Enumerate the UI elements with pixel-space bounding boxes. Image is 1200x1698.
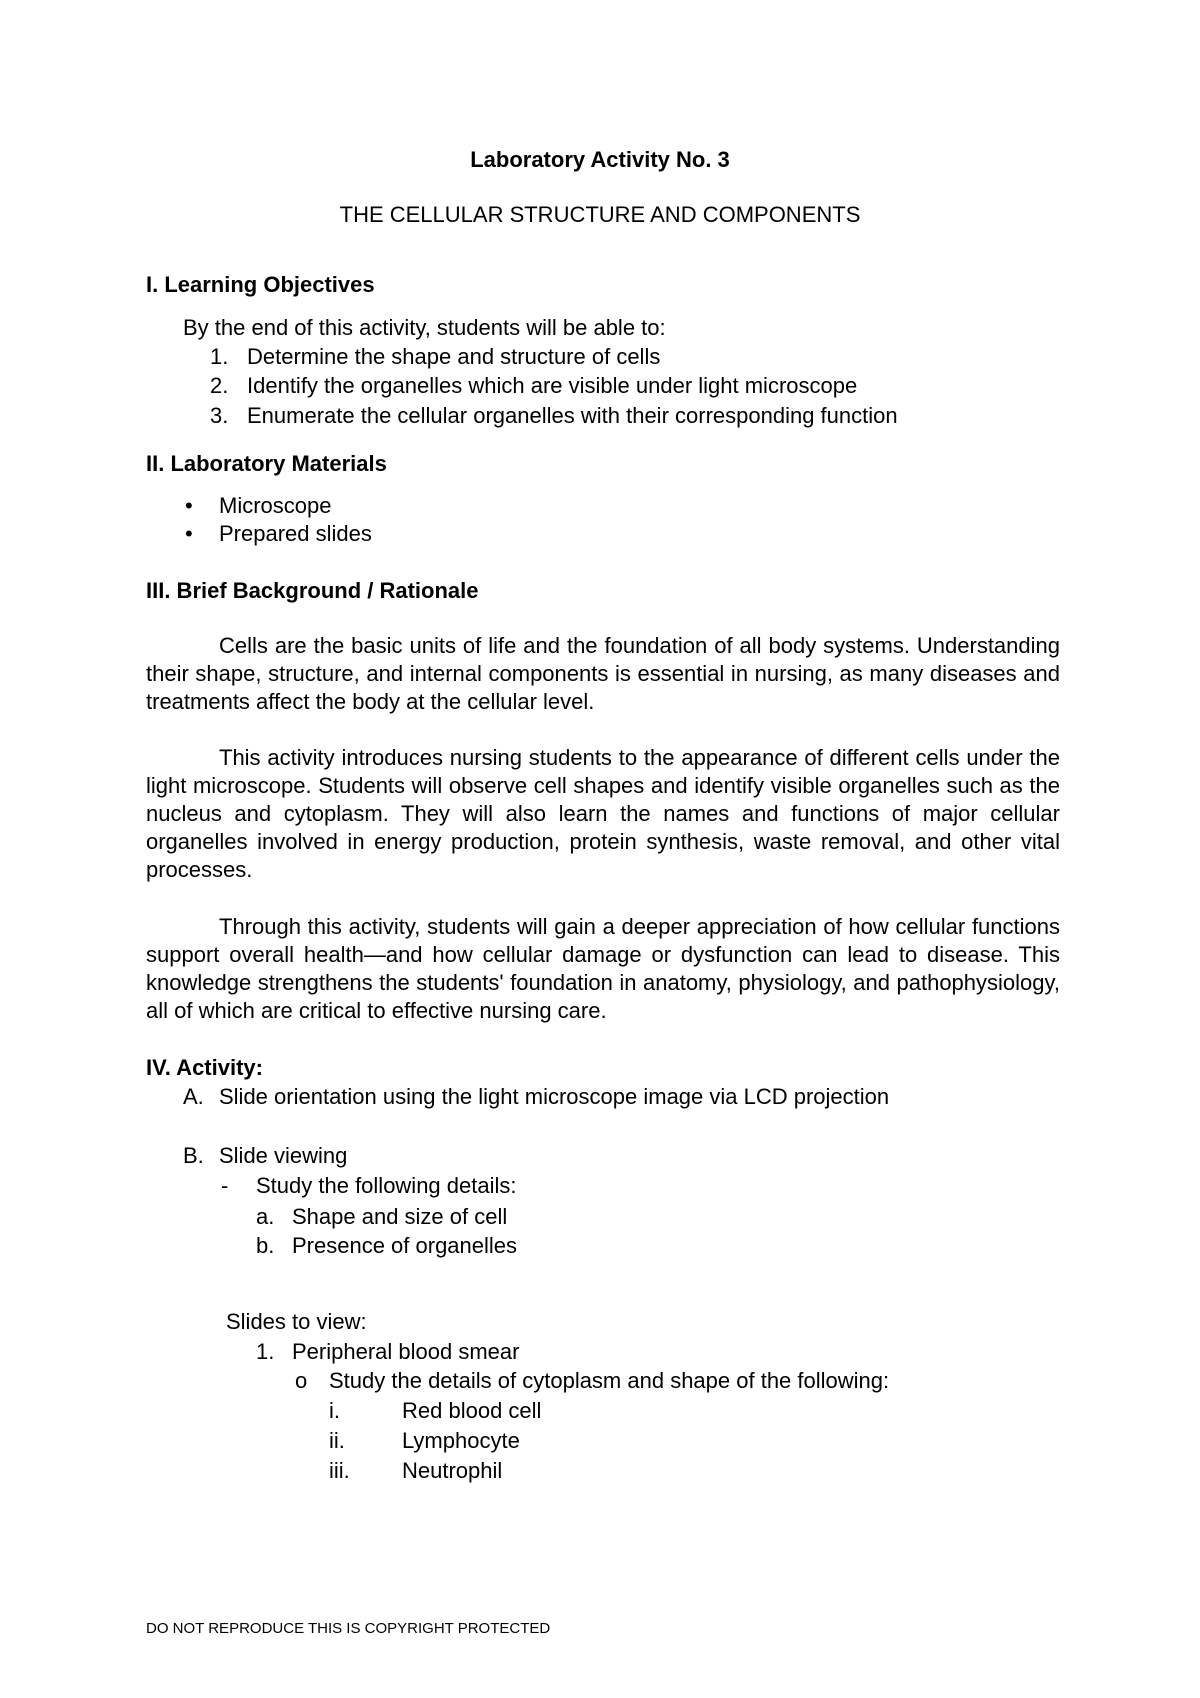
sub-letter: b.: [256, 1233, 275, 1258]
paragraph-text: Through this activity, students will gain a deeper appreciation of how cellular functions support overall health—and how cellular damage or dysfunction can lead to disease. This knowledge strengthens the students' foundation in anatomy, physiology, and pathophysiology, all of which are critical to effective nursing care.: [146, 914, 1060, 1023]
cell-name: Lymphocyte: [402, 1428, 520, 1453]
cell-number: iii.: [329, 1458, 350, 1483]
bullet-icon: •: [185, 521, 193, 546]
study-instruction: Study the details of cytoplasm and shape of the following:: [329, 1368, 890, 1393]
sub-letter: a.: [256, 1204, 275, 1229]
section-heading-background: III. Brief Background / Rationale: [146, 578, 479, 603]
objective-number: 2.: [210, 373, 229, 398]
bullet-icon: •: [185, 493, 193, 518]
dash-item-text: Study the following details:: [256, 1173, 517, 1198]
activity-item-text: Slide viewing: [219, 1143, 348, 1168]
activity-item-text: Slide orientation using the light microscope image via LCD projection: [219, 1084, 890, 1109]
sub-item-text: Shape and size of cell: [292, 1204, 508, 1229]
document-title: Laboratory Activity No. 3: [470, 147, 730, 172]
slide-number: 1.: [256, 1339, 275, 1364]
material-item: Microscope: [219, 493, 332, 518]
section-heading-activity: IV. Activity:: [146, 1055, 263, 1080]
copyright-footer: DO NOT REPRODUCE THIS IS COPYRIGHT PROTECTED: [146, 1620, 551, 1637]
cell-name: Neutrophil: [402, 1458, 503, 1483]
section-heading-materials: II. Laboratory Materials: [146, 451, 387, 476]
sub-item-text: Presence of organelles: [292, 1233, 518, 1258]
objective-text: Identify the organelles which are visible under light microscope: [247, 373, 858, 398]
section-heading-objectives: I. Learning Objectives: [146, 272, 375, 297]
paragraph-text: This activity introduces nursing students to the appearance of different cells under the light microscope. Students will observe cell shapes and identify visible organelles such as the nucleus and cytoplasm. They will also learn the names and functions of major cellular organelles involved in energy production, protein synthesis, waste removal, and other vital processes.: [146, 745, 1060, 882]
circle-bullet-icon: o: [295, 1368, 308, 1393]
cell-name: Red blood cell: [402, 1398, 542, 1423]
objective-number: 3.: [210, 403, 229, 428]
objectives-intro: By the end of this activity, students will be able to:: [183, 315, 666, 340]
objective-text: Enumerate the cellular organelles with their corresponding function: [247, 403, 898, 428]
paragraph-text: Cells are the basic units of life and the foundation of all body systems. Understanding their shape, structure, and internal components is essential in nursing, as many diseases and treatments affect the body at the cellular level.: [146, 633, 1060, 714]
objective-number: 1.: [210, 344, 229, 369]
background-paragraph: [146, 744, 1060, 884]
slide-name: Peripheral blood smear: [292, 1339, 520, 1364]
objective-text: Determine the shape and structure of cells: [247, 344, 661, 369]
cell-number: i.: [329, 1398, 340, 1423]
activity-letter: B.: [183, 1143, 204, 1168]
cell-number: ii.: [329, 1428, 345, 1453]
slides-label: Slides to view:: [226, 1309, 367, 1334]
material-item: Prepared slides: [219, 521, 372, 546]
document-subtitle: THE CELLULAR STRUCTURE AND COMPONENTS: [339, 202, 861, 227]
dash-marker: -: [221, 1173, 229, 1198]
background-paragraph: [146, 913, 1060, 1025]
activity-letter: A.: [183, 1084, 204, 1109]
background-paragraph: [146, 632, 1060, 716]
